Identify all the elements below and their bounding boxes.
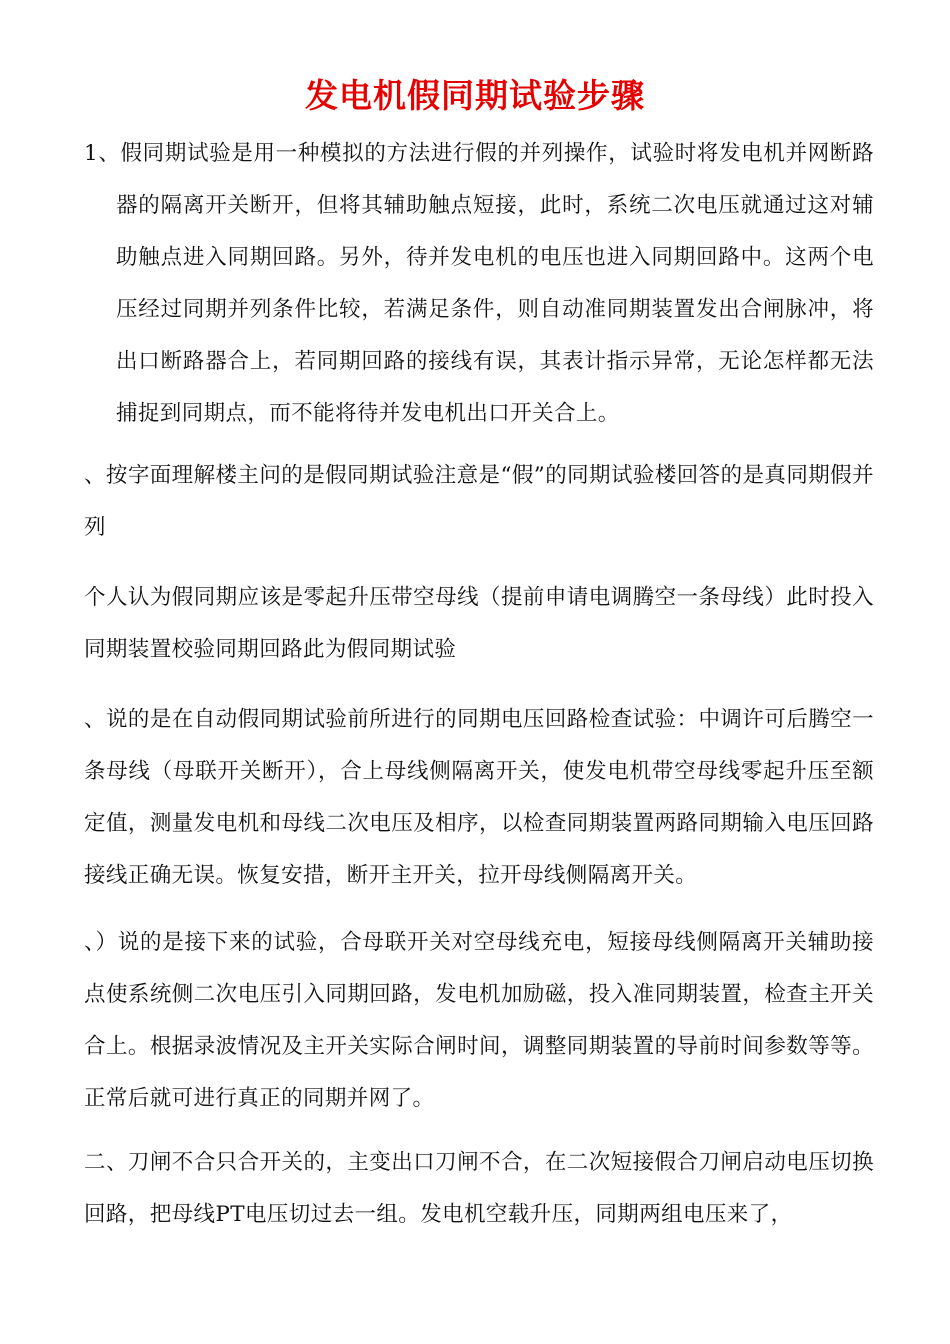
paragraph-4: 、说的是在自动假同期试验前所进行的同期电压回路检查试验：中调许可后腾空一条母线（母联开关断开），合上母线侧隔离开关，使发电机带空母线零起升压至额定值，测量发电机和母线二次电压及相序，以检查同期装置两路同期输入电压回路接线正确无误。恢复安措，断开主开关，拉开母线侧隔离开关。 xyxy=(84,707,874,888)
paragraph-5: 、）说的是接下来的试验，合母联开关对空母线充电，短接母线侧隔离开关辅助接点使系统侧二次电压引入同期回路，发电机加励磁，投入准同期装置，检查主开关合上。根据录波情况及主开关实际合闸时间，调整同期装置的导前时间参数等等。正常后就可进行真正的同期并网了。 xyxy=(84,930,874,1111)
paragraph-2: 、按字面理解楼主问的是假同期试验注意是“假”的同期试验楼回答的是真同期假并列 xyxy=(84,463,874,540)
document-title: 发电机假同期试验步骤 xyxy=(305,76,645,115)
paragraph-1: 1、假同期试验是用一种模拟的方法进行假的并列操作，试验时将发电机并网断路器的隔离开关断开，但将其辅助触点短接，此时，系统二次电压就通过这对辅助触点进入同期回路。另外，待并发电机的电压也进入同期回路中。这两个电压经过同期并列条件比较，若满足条件，则自动准同期装置发出合闸脉冲，将出口断路器合上，若同期回路的接线有误，其表计指示异常，无论怎样都无法捕捉到同期点，而不能将待并发电机出口开关合上。 xyxy=(84,141,874,426)
paragraph-6: 二、刀闸不合只合开关的，主变出口刀闸不合，在二次短接假合刀闸启动电压切换回路，把母线PT电压切过去一组。发电机空载升压，同期两组电压来了， xyxy=(84,1150,874,1227)
paragraph-3: 个人认为假同期应该是零起升压带空母线（提前申请电调腾空一条母线）此时投入同期装置校验同期回路此为假同期试验 xyxy=(84,585,874,662)
